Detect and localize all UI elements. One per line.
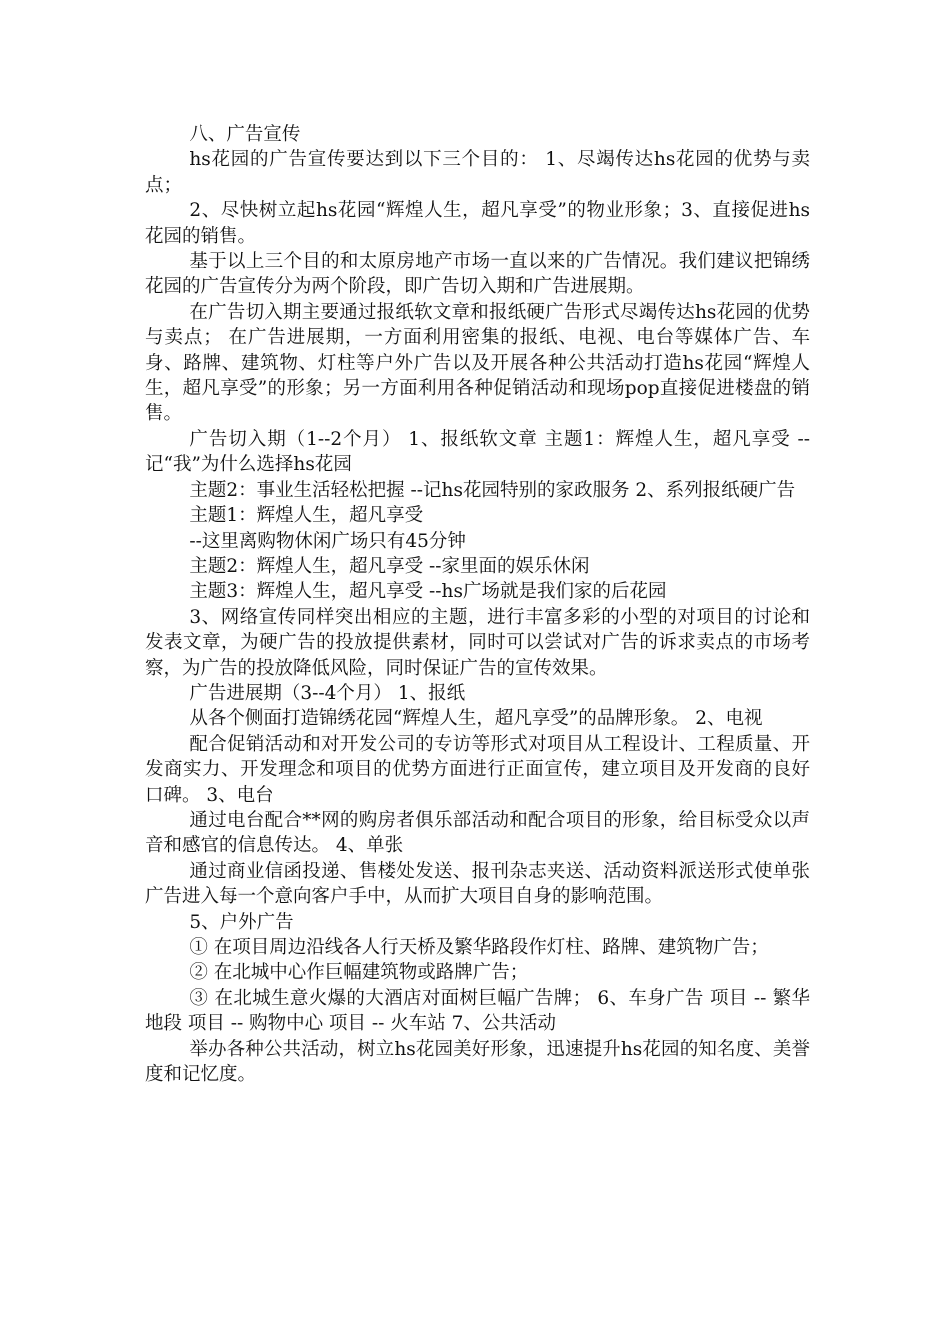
paragraph: 2、尽快树立起hs花园“辉煌人生，超凡享受”的物业形象；3、直接促进hs花园的销售。	[145, 200, 810, 247]
paragraph: 广告进展期（3--4个月） 1、报纸	[189, 682, 466, 704]
paragraph: 5、户外广告	[189, 911, 294, 933]
paragraph: 通过电台配合**网的购房者俱乐部活动和配合项目的形象，给目标受众以声音和感官的信息传达。 4、单张	[145, 809, 810, 857]
section-heading: 八、广告宣传	[189, 124, 301, 145]
paragraph: 从各个侧面打造锦绣花园“辉煌人生，超凡享受”的品牌形象。 2、电视	[189, 708, 763, 730]
paragraph: 主题2：事业生活轻松把握 --记hs花园特别的家政服务 2、系列报纸硬广告	[189, 479, 796, 501]
paragraph: hs花园的广告宣传要达到以下三个目的： 1、尽竭传达hs花园的优势与卖点；	[145, 149, 810, 196]
paragraph: ② 在北城中心作巨幅建筑物或路牌广告；	[189, 962, 529, 984]
paragraph: 配合促销活动和对开发公司的专访等形式对项目从工程设计、工程质量、开发商实力、开发理念和项目的优势方面进行正面宣传，建立项目及开发商的良好口碑。 3、电台	[145, 733, 810, 806]
paragraph: ③ 在北城生意火爆的大酒店对面树巨幅广告牌； 6、车身广告 项目 -- 繁华地段 项目 -- 购物中心 项目 -- 火车站 7、公共活动	[145, 987, 810, 1035]
paragraph: 举办各种公共活动，树立hs花园美好形象，迅速提升hs花园的知名度、美誉度和记忆度。	[145, 1038, 810, 1086]
paragraph: 3、网络宣传同样突出相应的主题，进行丰富多彩的小型的对项目的讨论和发表文章，为硬广告的投放提供素材，同时可以尝试对广告的诉求卖点的市场考察，为广告的投放降低风险，同时保证广告的宣传效果。	[145, 606, 810, 679]
paragraph: 主题1：辉煌人生，超凡享受	[189, 505, 424, 527]
paragraph: --这里离购物休闲广场只有45分钟	[189, 530, 466, 552]
paragraph: 主题3：辉煌人生，超凡享受 --hs广场就是我们家的后花园	[189, 581, 667, 603]
paragraph: 在广告切入期主要通过报纸软文章和报纸硬广告形式尽竭传达hs花园的优势与卖点； 在广告进展期，一方面利用密集的报纸、电视、电台等媒体广告、车身、路牌、建筑物、灯柱等户外广告以及开展各种公共活动打造hs花园“辉煌人生，超凡享受”的形象；另一方面利用各种促销活动和现场pop直接促进楼盘的销售。	[145, 301, 810, 425]
document-body	[145, 122, 810, 1087]
paragraph: 广告切入期（1--2个月） 1、报纸软文章 主题1：辉煌人生，超凡享受 --记“我”为什么选择hs花园	[145, 428, 810, 476]
paragraph: 基于以上三个目的和太原房地产市场一直以来的广告情况。我们建议把锦绣花园的广告宣传分为两个阶段，即广告切入期和广告进展期。	[145, 251, 810, 298]
paragraph: 通过商业信函投递、售楼处发送、报刊杂志夹送、活动资料派送形式使单张广告进入每一个意向客户手中，从而扩大项目自身的影响范围。	[145, 860, 810, 908]
paragraph: 主题2：辉煌人生，超凡享受 --家里面的娱乐休闲	[189, 555, 590, 577]
paragraph: ① 在项目周边沿线各人行天桥及繁华路段作灯柱、路牌、建筑物广告；	[189, 937, 769, 958]
